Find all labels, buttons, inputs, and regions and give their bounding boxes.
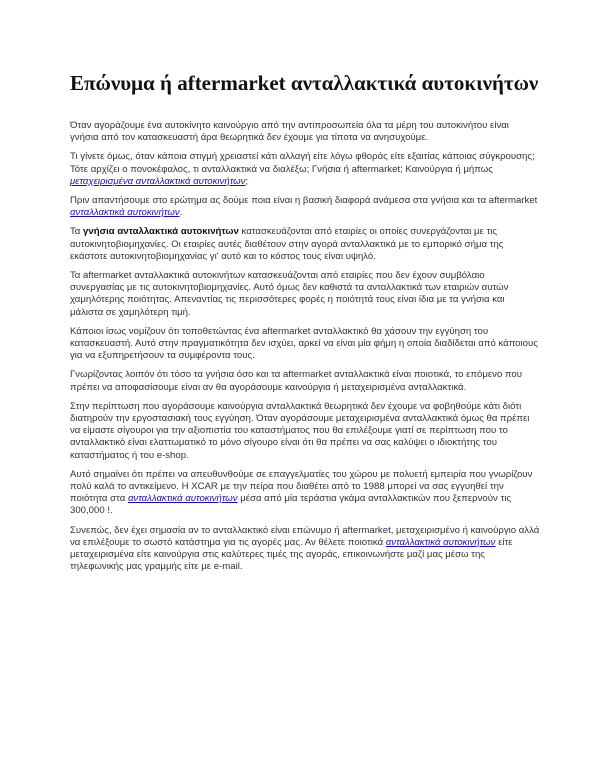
document-title: Επώνυμα ή aftermarket ανταλλακτικά αυτοκινήτων [70, 71, 539, 95]
paragraph-5: Τα aftermarket ανταλλακτικά αυτοκινήτων κατασκευάζονται από εταιρίες που δεν έχουν συμβόλαιο συνεργασίας με τις αυτοκινητοβιομηχανίες. Αυτό όμως δεν καθιστά τα ανταλλακτικά των εταιριών αυτών χαμηλότερης ποιότητας. Απεναντίας τις περισσότερες φορές η ποιότητά τους είναι ίδια με τα γνήσια και μάλιστα σε χαμηλότερη τιμή. [70, 270, 509, 318]
link-used-car-parts[interactable]: μεταχειρισμένα ανταλλακτικά αυτοκινήτων [70, 175, 246, 187]
paragraph-6: Κάποιοι ίσως νομίζουν ότι τοποθετώντας ένα aftermarket ανταλλακτικό θα χάσουν την εγγύηση του κατασκευαστή. Αυτό στην πραγματικότητα δεν ισχύει, αρκεί να είναι μία φήμη η οποία διαδίδεται από κάποιους για να εξυπηρετήσουν τα συμφέροντα τους. [70, 325, 538, 362]
paragraph-10-end: είτε μεταχειρισμένα είτε καινούργια στις καλύτερες τιμές της αγοράς, επικοινωνήστε μαζί μας μέσω της τηλεφωνικής μας γραμμής είτε με e-mail. [70, 536, 513, 573]
paragraph-10 [70, 525, 540, 574]
paragraph-9-end: μέσα από μία τεράστια γκάμα ανταλλακτικών που ξεπερνούν τις 300,000 !. [70, 493, 512, 517]
paragraph-3-text: Πριν απαντήσουμε στο ερώτημα ας δούμε ποια είναι η βασική διαφορά ανάμεσα στα γνήσια και τα aftermarket [70, 195, 538, 207]
paragraph-1: Όταν αγοράζουμε ένα αυτοκίνητο καινούργιο από την αντιπροσωπεία όλα τα μέρη του αυτοκινήτου είναι γνήσια από τον κατασκευαστή άρα θεωρητικά δεν έχουμε για τίποτα να ανησυχούμε. [70, 120, 509, 144]
paragraph-3-end: . [179, 207, 183, 219]
paragraph-9-text: Αυτό σημαίνει ότι πρέπει να απευθυνθούμε σε επαγγελματίες του χώρου με πολυετή εμπειρία που γνωρίζουν πολύ καλά το αντικείμενο. Η XCAR με την πείρα που διαθέτει από το 1988 μπορεί να σας εγγυηθεί την ποιότητα στα [70, 468, 533, 505]
paragraph-9 [70, 469, 540, 518]
paragraph-10-text: Συνεπώς, δεν έχει σημασία αν το ανταλλακτικό είναι επώνυμο ή aftermarket, μεταχειρισμένο ή καινούργιο αλλά να επιλέξουμε το σωστό κατάστημα για τις αγορές μας. Αν θέλετε ποιοτικά [70, 524, 540, 548]
link-car-parts-1[interactable]: ανταλλακτικά αυτοκινήτων [70, 207, 180, 219]
paragraph-8: Στην περίπτωση που αγοράσουμε καινούργια ανταλλακτικά θεωρητικά δεν έχουμε να φοβηθούμε κάτι διότι διατηρούν την εργοστασιακή τους εγγύηση. Όταν αγοράσουμε μεταχειρισμένα ανταλλακτικά όμως θα πρέπει να είμαστε σίγουροι για την αξιοπιστία του καταστήματος που θα επιλέξουμε γιατί σε περίπτωση που το ανταλλακτικό είναι ελαττωματικό το μόνο σίγουρο είναι ότι θα πρέπει να σας καλύψει ο ιδιοκτήτης του καταστήματος ή του e-shop. [70, 400, 530, 461]
paragraph-4-text: κατασκευάζονται από εταιρίες οι οποίες συνεργάζονται με τις αυτοκινητοβιομηχανίες. Οι εταιρίες αυτές διαθέτουν στην αγορά ανταλλακτικά με το εμπορικό σήμα της εκάστοτε αυτοκινητοβιομηχανίας γι' αυτό και το κόστος τους είναι υψηλό. [70, 226, 504, 262]
paragraph-7: Γνωρίζοντας λοιπόν ότι τόσο τα γνήσια όσο και τα aftermarket ανταλλακτικά είναι ποιοτικά, το επόμενο που πρέπει να αποφασίσουμε είναι αν θα αγοράσουμε καινούργια ή μεταχειρισμένα ανταλλακτικά. [70, 369, 523, 393]
paragraph-4-start: Τα [70, 226, 84, 238]
genuine-parts-keyword: γνήσια ανταλλακτικά αυτοκινήτων [83, 226, 239, 238]
paragraph-2 [70, 151, 540, 188]
link-car-parts-3[interactable]: ανταλλακτικά αυτοκινήτων [385, 536, 496, 548]
paragraph-2-text: Τι γίνετε όμως, όταν κάποια στιγμή χρειαστεί κάτι αλλαγή είτε λόγω φθοράς είτε εξαιτίας κάποιας σύγκρουσης; Τότε αρχίζει ο πονοκέφαλος, τι ανταλλακτικά να διαλέξω; Γνήσια ή aftermarket; Καινούργια ή μήπως [70, 151, 535, 175]
document-body [70, 70, 540, 581]
paragraph-3 [70, 195, 540, 219]
link-car-parts-2[interactable]: ανταλλακτικά αυτοκινήτων [127, 493, 238, 505]
paragraph-2-end: ; [245, 175, 249, 187]
paragraph-4 [70, 226, 540, 263]
